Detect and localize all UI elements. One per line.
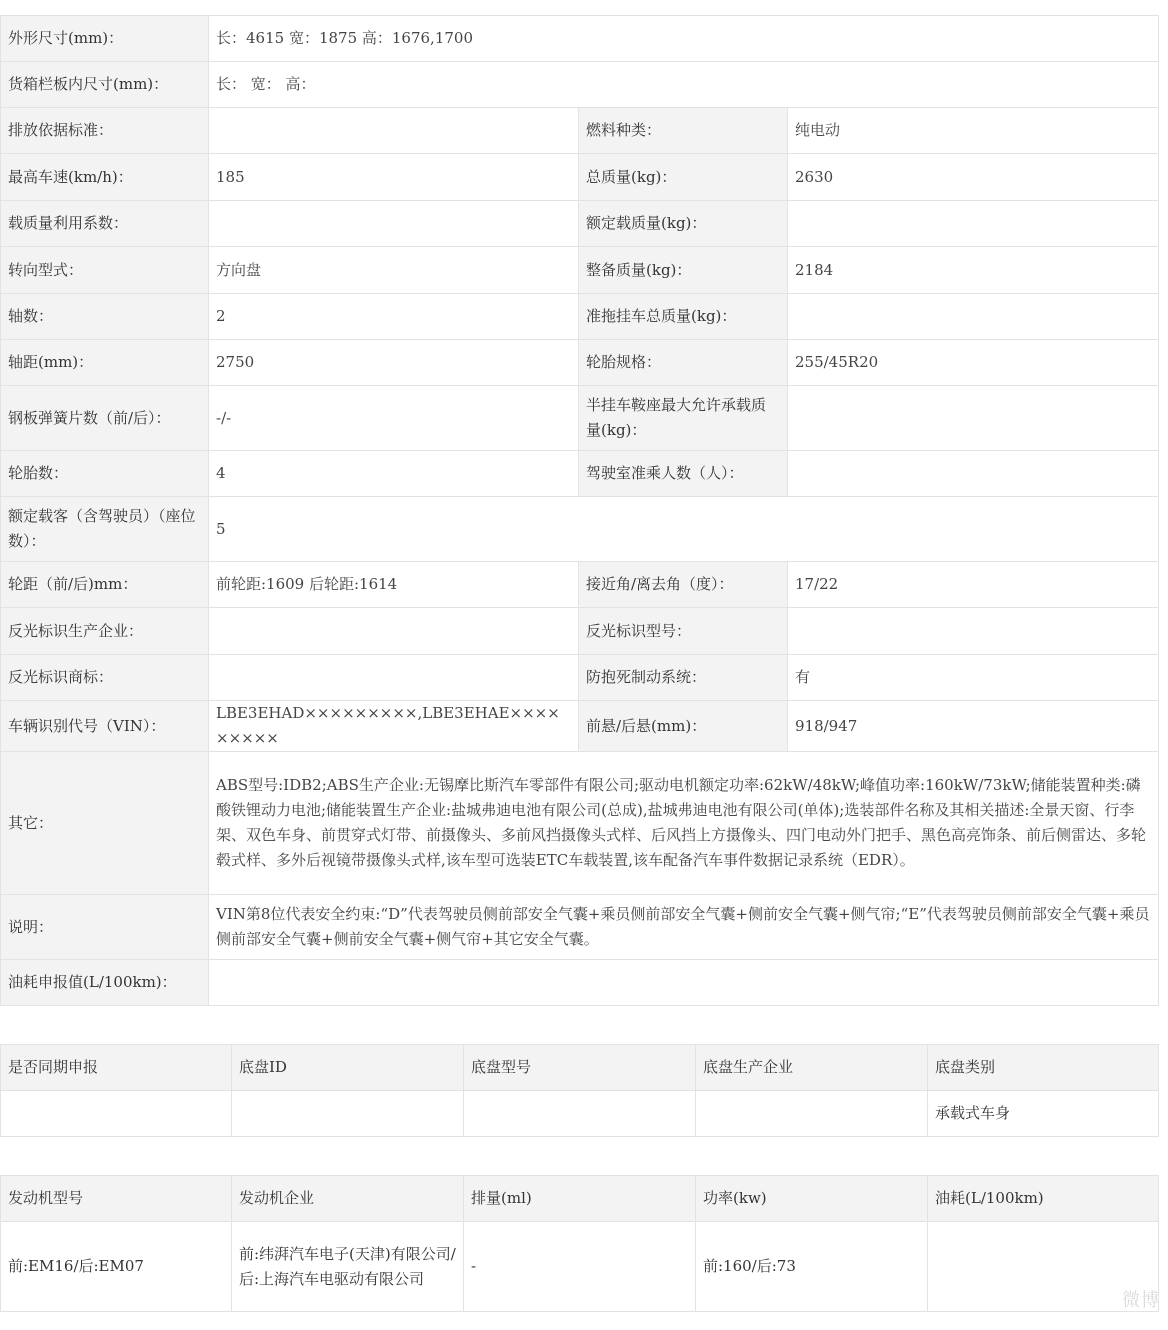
param-label: 驾驶室准乘人数（人）：: [579, 451, 788, 497]
engine-cell: 前:EM16/后:EM07: [1, 1222, 232, 1312]
param-value: 2184: [788, 247, 1159, 294]
param-value: [788, 294, 1159, 340]
param-value: -/-: [209, 386, 579, 451]
param-value: 17/22: [788, 562, 1159, 608]
param-label: 反光标识生产企业：: [1, 608, 209, 655]
engine-header: 发动机企业: [232, 1176, 464, 1222]
param-value: [209, 960, 1159, 1006]
param-value: 2750: [209, 340, 579, 386]
chassis-cell: [464, 1091, 696, 1137]
engine-cell: 前:160/后:73: [696, 1222, 928, 1312]
engine-value-row: [1, 1222, 1159, 1312]
chassis-header: 底盘生产企业: [696, 1045, 928, 1091]
param-value: 前轮距:1609 后轮距:1614: [209, 562, 579, 608]
param-row: [1, 497, 1159, 562]
param-value: 4: [209, 451, 579, 497]
param-value: [209, 655, 579, 701]
param-label: 排放依据标准：: [1, 108, 209, 154]
page: [0, 15, 1158, 1312]
param-value: 有: [788, 655, 1159, 701]
param-value: [788, 451, 1159, 497]
param-label: 反光标识型号：: [579, 608, 788, 655]
param-label: 接近角/离去角（度）：: [579, 562, 788, 608]
param-row: [1, 608, 1159, 655]
param-label: 准拖挂车总质量(kg)：: [579, 294, 788, 340]
param-value: ABS型号:IDB2;ABS生产企业:无锡摩比斯汽车零部件有限公司;驱动电机额定功率:62kW/48kW;峰值功率:160kW/73kW;储能装置种类:磷酸铁锂动力电池;储能装置生产企业:盐城弗迪电池有限公司(总成),盐城弗迪电池有限公司(单体);选装部件名称及其相关描述:全景天窗、行李架、双色车身、前贯穿式灯带、前摄像头、多前风挡摄像头式样、后风挡上方摄像头、四门电动外门把手、黑色高亮饰条、前后侧雷达、多轮毂式样、多外后视镜带摄像头式样,该车型可选装ETC车载装置,该车配备汽车事件数据记录系统（EDR）。: [209, 752, 1159, 895]
param-row: [1, 895, 1159, 960]
param-value: [788, 386, 1159, 451]
param-row: [1, 386, 1159, 451]
param-row: [1, 562, 1159, 608]
param-value: [788, 608, 1159, 655]
param-label: 额定载客（含驾驶员）（座位数）：: [1, 497, 209, 562]
param-value: 长： 宽： 高：: [209, 62, 1159, 108]
param-row: [1, 294, 1159, 340]
param-value: 纯电动: [788, 108, 1159, 154]
param-value: 2: [209, 294, 579, 340]
param-value: 5: [209, 497, 1159, 562]
param-value: [209, 608, 579, 655]
vehicle-params-table: [0, 15, 1159, 1006]
param-row: [1, 62, 1159, 108]
param-label: 前悬/后悬(mm)：: [579, 701, 788, 752]
chassis-header: 底盘型号: [464, 1045, 696, 1091]
chassis-cell: [232, 1091, 464, 1137]
param-row: [1, 960, 1159, 1006]
param-label: 防抱死制动系统：: [579, 655, 788, 701]
param-label: 外形尺寸(mm)：: [1, 16, 209, 62]
param-row: [1, 201, 1159, 247]
param-row: [1, 247, 1159, 294]
param-label: 轮胎数：: [1, 451, 209, 497]
engine-header-row: [1, 1176, 1159, 1222]
param-value: LBE3EHAD×××××××××,LBE3EHAE×××××××××: [209, 701, 579, 752]
chassis-header-row: [1, 1045, 1159, 1091]
param-label: 反光标识商标：: [1, 655, 209, 701]
param-value: 185: [209, 154, 579, 201]
param-row: [1, 451, 1159, 497]
param-value: 918/947: [788, 701, 1159, 752]
param-row: [1, 340, 1159, 386]
param-label: 说明：: [1, 895, 209, 960]
param-value: VIN第8位代表安全约束:“D”代表驾驶员侧前部安全气囊+乘员侧前部安全气囊+侧前安全气囊+侧气帘;“E”代表驾驶员侧前部安全气囊+乘员侧前部安全气囊+侧前安全气囊+侧气帘+其它安全气囊。: [209, 895, 1159, 960]
param-label: 半挂车鞍座最大允许承载质量(kg)：: [579, 386, 788, 451]
chassis-cell: [696, 1091, 928, 1137]
watermark: 微博: [1122, 1290, 1160, 1311]
param-label: 车辆识别代号（VIN）：: [1, 701, 209, 752]
engine-header: 排量(ml): [464, 1176, 696, 1222]
param-value: 255/45R20: [788, 340, 1159, 386]
param-value: 方向盘: [209, 247, 579, 294]
engine-cell: -: [464, 1222, 696, 1312]
param-label: 额定载质量(kg)：: [579, 201, 788, 247]
param-row: [1, 701, 1159, 752]
param-label: 货箱栏板内尺寸(mm)：: [1, 62, 209, 108]
engine-cell: 前:纬湃汽车电子(天津)有限公司/后:上海汽车电驱动有限公司: [232, 1222, 464, 1312]
param-value: [209, 201, 579, 247]
param-row: [1, 655, 1159, 701]
param-label: 其它：: [1, 752, 209, 895]
param-value: 长：4615 宽：1875 高：1676,1700: [209, 16, 1159, 62]
param-value: [209, 108, 579, 154]
param-row: [1, 16, 1159, 62]
param-label: 转向型式：: [1, 247, 209, 294]
param-label: 轴距(mm)：: [1, 340, 209, 386]
chassis-value-row: [1, 1091, 1159, 1137]
param-label: 整备质量(kg)：: [579, 247, 788, 294]
chassis-table: [0, 1044, 1159, 1137]
param-value: 2630: [788, 154, 1159, 201]
param-label: 轴数：: [1, 294, 209, 340]
param-label: 钢板弹簧片数（前/后）：: [1, 386, 209, 451]
param-value: [788, 201, 1159, 247]
param-row: [1, 154, 1159, 201]
param-label: 轮胎规格：: [579, 340, 788, 386]
engine-header: 功率(kw): [696, 1176, 928, 1222]
chassis-header: 是否同期申报: [1, 1045, 232, 1091]
param-label: 轮距（前/后)mm：: [1, 562, 209, 608]
param-row: [1, 752, 1159, 895]
param-label: 载质量利用系数：: [1, 201, 209, 247]
engine-header: 发动机型号: [1, 1176, 232, 1222]
engine-table: [0, 1175, 1159, 1312]
param-label: 油耗申报值(L/100km)：: [1, 960, 209, 1006]
chassis-cell: [1, 1091, 232, 1137]
chassis-cell: 承载式车身: [928, 1091, 1159, 1137]
param-label: 燃料种类：: [579, 108, 788, 154]
engine-header: 油耗(L/100km): [928, 1176, 1159, 1222]
param-label: 最高车速(km/h)：: [1, 154, 209, 201]
param-row: [1, 108, 1159, 154]
chassis-header: 底盘ID: [232, 1045, 464, 1091]
chassis-header: 底盘类别: [928, 1045, 1159, 1091]
param-label: 总质量(kg)：: [579, 154, 788, 201]
